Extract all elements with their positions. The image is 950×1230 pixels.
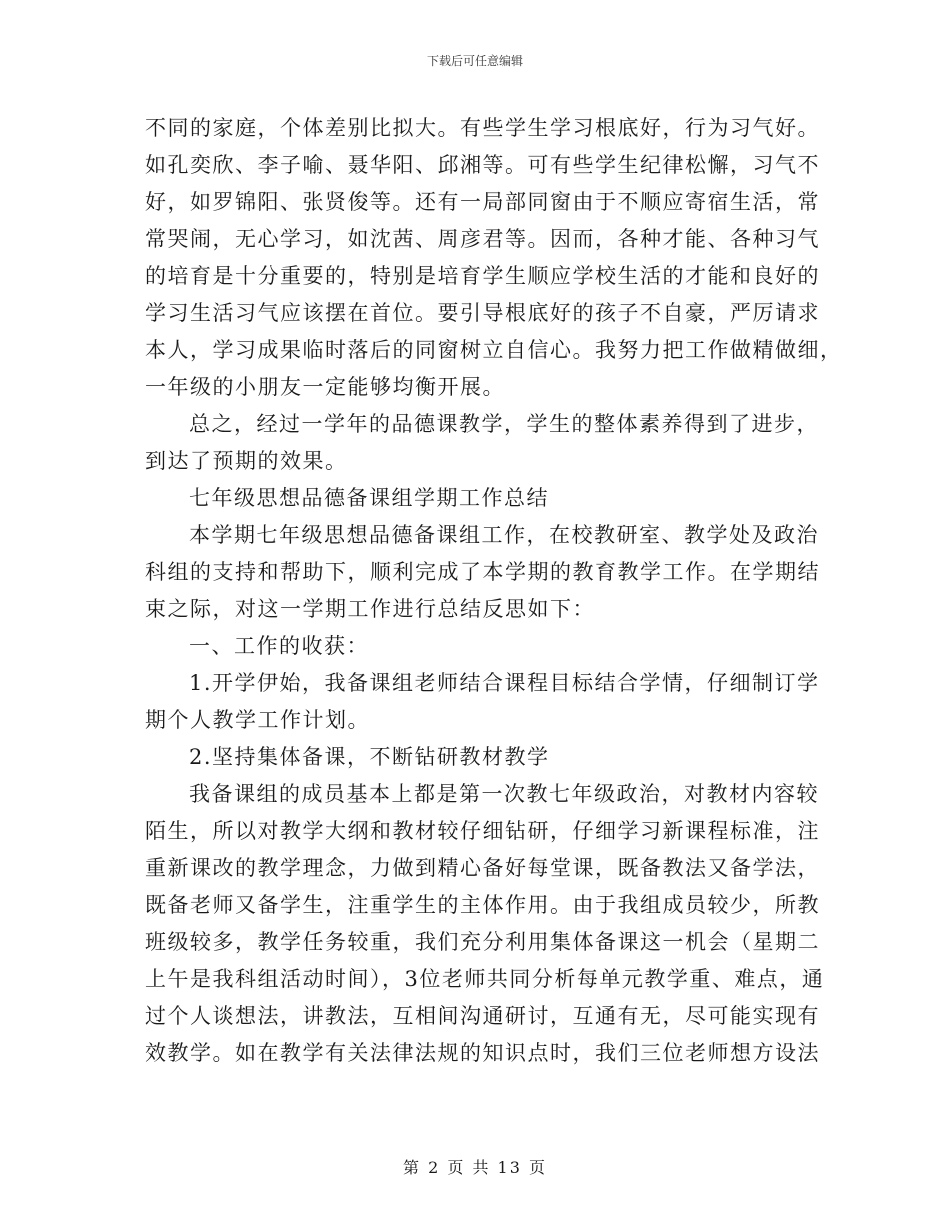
body-line: 如孔奕欣、李子喻、聂华阳、邱湘等。可有些学生纪律松懈，习气不 [145, 153, 820, 177]
body-line: 既备老师又备学生，注重学生的主体作用。由于我组成员较少，所教 [145, 893, 820, 917]
body-line: 陌生，所以对教学大纲和教材较仔细钻研，仔细学习新课程标准，注 [145, 819, 820, 843]
body-line: 期个人教学工作计划。 [145, 708, 370, 732]
numbered-item-line: 1.开学伊始，我备课组老师结合课程目标结合学情，仔细制订学 [189, 671, 820, 695]
body-line: 常哭闹，无心学习，如沈茜、周彦君等。因而，各种才能、各种习气 [145, 227, 820, 251]
numbered-item-line: 2.坚持集体备课，不断钻研教材教学 [189, 745, 550, 769]
body-line: 科组的支持和帮助下，顺利完成了本学期的教育教学工作。在学期结 [145, 560, 820, 584]
body-line: 学习生活习气应该摆在首位。要引导根底好的孩子不自豪，严厉请求 [145, 301, 820, 325]
body-line: 的培育是十分重要的，特别是培育学生顺应学校生活的才能和良好的 [145, 264, 820, 288]
body-line: 本人，学习成果临时落后的同窗树立自信心。我努力把工作做精做细， [145, 338, 843, 362]
document-body [145, 110, 843, 1072]
paragraph-start-line: 总之，经过一学年的品德课教学，学生的整体素养得到了进步， [189, 412, 819, 436]
body-line: 重新课改的教学理念，力做到精心备好每堂课，既备教法又备学法， [145, 856, 820, 880]
section-heading: 一、工作的收获： [189, 634, 369, 658]
body-line: 不同的家庭，个体差别比拟大。有些学生学习根底好，行为习气好。 [145, 116, 820, 140]
paragraph-start-line: 我备课组的成员基本上都是第一次教七年级政治，对教材内容较 [189, 782, 819, 806]
paragraph-start-line: 本学期七年级思想品德备课组工作，在校教研室、教学处及政治 [189, 523, 819, 547]
body-line: 一年级的小朋友一定能够均衡开展。 [145, 375, 505, 399]
section-title: 七年级思想品德备课组学期工作总结 [189, 486, 549, 510]
page-footer: 第 2 页 共 13 页 [403, 1158, 547, 1177]
body-line: 过个人谈想法，讲教法，互相间沟通研讨，互通有无，尽可能实现有 [145, 1004, 820, 1028]
body-line: 束之际，对这一学期工作进行总结反思如下： [145, 597, 595, 621]
body-line: 上午是我科组活动时间），3位老师共同分析每单元教学重、难点，通 [145, 967, 825, 991]
body-line: 好，如罗锦阳、张贤俊等。还有一局部同窗由于不顺应寄宿生活，常 [145, 190, 820, 214]
page-header: 下载后可任意编辑 [426, 54, 523, 68]
body-line: 效教学。如在教学有关法律法规的知识点时，我们三位老师想方设法 [145, 1041, 820, 1065]
body-line: 班级较多，教学任务较重，我们充分利用集体备课这一机会（星期二 [145, 930, 820, 954]
body-line: 到达了预期的效果。 [145, 449, 348, 473]
